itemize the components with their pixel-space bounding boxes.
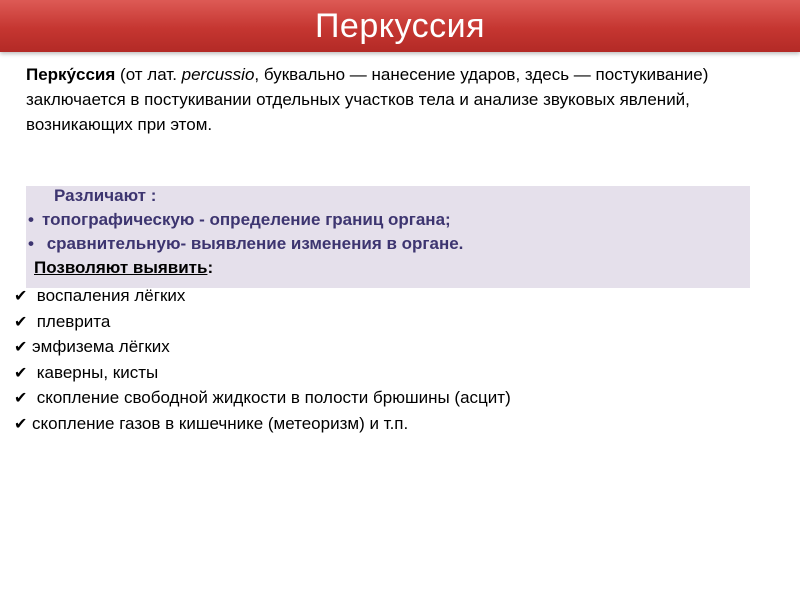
box-item-comparative: сравнительную- выявление изменения в органе. [42, 234, 464, 253]
box-item-topographic: топографическую - определение границ органа; [42, 210, 451, 229]
check-item-text: скопление свободной жидкости в полости брюшины (асцит) [32, 388, 511, 407]
title-bar [0, 0, 800, 52]
intro-text-2: , буквально — нанесение ударов, здесь — постукивание) заключается в постукивании отдельных участков тела и анализе звуковых явлений, возникающих при этом. [26, 65, 709, 134]
list-item [28, 208, 748, 232]
check-mark-icon: ✔ [14, 313, 28, 331]
list-item [14, 412, 511, 438]
check-item-text: эмфизема лёгких [32, 337, 170, 356]
check-mark-icon: ✔ [14, 339, 28, 356]
intro-text-1: (от лат. [115, 65, 182, 84]
intro-paragraph [26, 62, 726, 137]
check-mark-icon: ✔ [14, 415, 28, 433]
check-mark-icon: ✔ [14, 288, 28, 305]
list-item [28, 232, 748, 256]
checklist [14, 284, 511, 437]
list-item [14, 386, 511, 412]
intro-term: Перку́ссия [26, 65, 116, 84]
highlight-box-content [28, 184, 748, 280]
allow-colon: : [207, 258, 214, 277]
intro-latin: percussio [181, 65, 255, 84]
list-item [14, 335, 511, 361]
slide-title: Перкуссия [314, 7, 486, 45]
check-item-text: каверны, кисты [32, 362, 159, 382]
check-item-text: плеврита [32, 311, 111, 331]
allow-label: Позволяют выявить [34, 258, 208, 277]
list-item [14, 361, 511, 387]
check-mark-icon: ✔ [14, 364, 28, 382]
list-item [14, 310, 511, 336]
check-mark-icon: ✔ [14, 390, 28, 407]
bullet-dot: • [28, 234, 34, 253]
check-item-text: скопление газов в кишечнике (метеоризм) и т.п. [32, 413, 409, 433]
box-heading: Различают : [54, 186, 157, 205]
bullet-dot: • [28, 210, 34, 229]
allow-line [28, 256, 748, 280]
list-item [14, 284, 511, 310]
check-item-text: воспаления лёгких [32, 286, 186, 305]
